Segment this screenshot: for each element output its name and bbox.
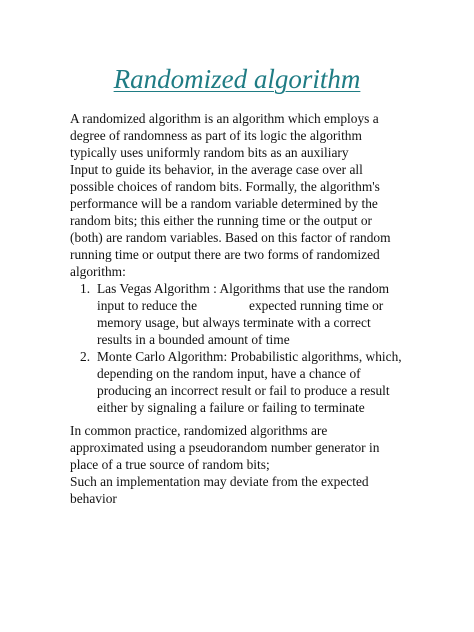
text-line: depending on the random input, have a chance of: [97, 366, 361, 381]
text-line-tail: expected running time or: [249, 298, 384, 313]
text-line: degree of randomness as part of its logic the algorithm: [70, 128, 362, 143]
text-line: either by signaling a failure or failing to terminate: [97, 400, 365, 415]
text-line: behavior: [70, 491, 117, 506]
algorithm-forms-list: [70, 280, 420, 416]
text-line: memory usage, but always terminate with a correct: [97, 315, 371, 330]
closing-paragraph: [70, 422, 410, 507]
text-line: algorithm:: [70, 264, 126, 279]
text-line: performance will be a random variable determined by the: [70, 196, 378, 211]
list-item-monte-carlo: [70, 348, 420, 416]
text-line: Las Vegas Algorithm : Algorithms that use the random: [97, 281, 390, 296]
text-line: possible choices of random bits. Formally, the algorithm's: [70, 179, 380, 194]
text-line: place of a true source of random bits;: [70, 457, 270, 472]
text-line: results in a bounded amount of time: [97, 332, 290, 347]
text-line-group: [97, 297, 420, 314]
page-title: Randomized algorithm: [113, 64, 361, 94]
text-line: input to reduce the: [97, 298, 198, 313]
text-line: producing an incorrect result or fail to produce a result: [97, 383, 390, 398]
list-item-number: 2.: [80, 349, 91, 364]
text-line: Such an implementation may deviate from the expected: [70, 474, 369, 489]
text-line: approximated using a pseudorandom number generator in: [70, 440, 380, 455]
text-line: typically uses uniformly random bits as an auxiliary: [70, 145, 349, 160]
text-line: A randomized algorithm is an algorithm which employs a: [70, 111, 379, 126]
text-line: In common practice, randomized algorithms are: [70, 423, 328, 438]
text-line: Monte Carlo Algorithm: Probabilistic algorithms, which,: [97, 349, 402, 364]
text-line: Input to guide its behavior, in the average case over all: [70, 162, 363, 177]
text-line: (both) are random variables. Based on this factor of random: [70, 230, 391, 245]
list-item-number: 1.: [80, 281, 91, 296]
intro-paragraph: [70, 110, 410, 280]
text-line: running time or output there are two forms of randomized: [70, 247, 380, 262]
list-item-las-vegas: [70, 280, 420, 348]
text-line: random bits; this either the running time or the output or: [70, 213, 372, 228]
